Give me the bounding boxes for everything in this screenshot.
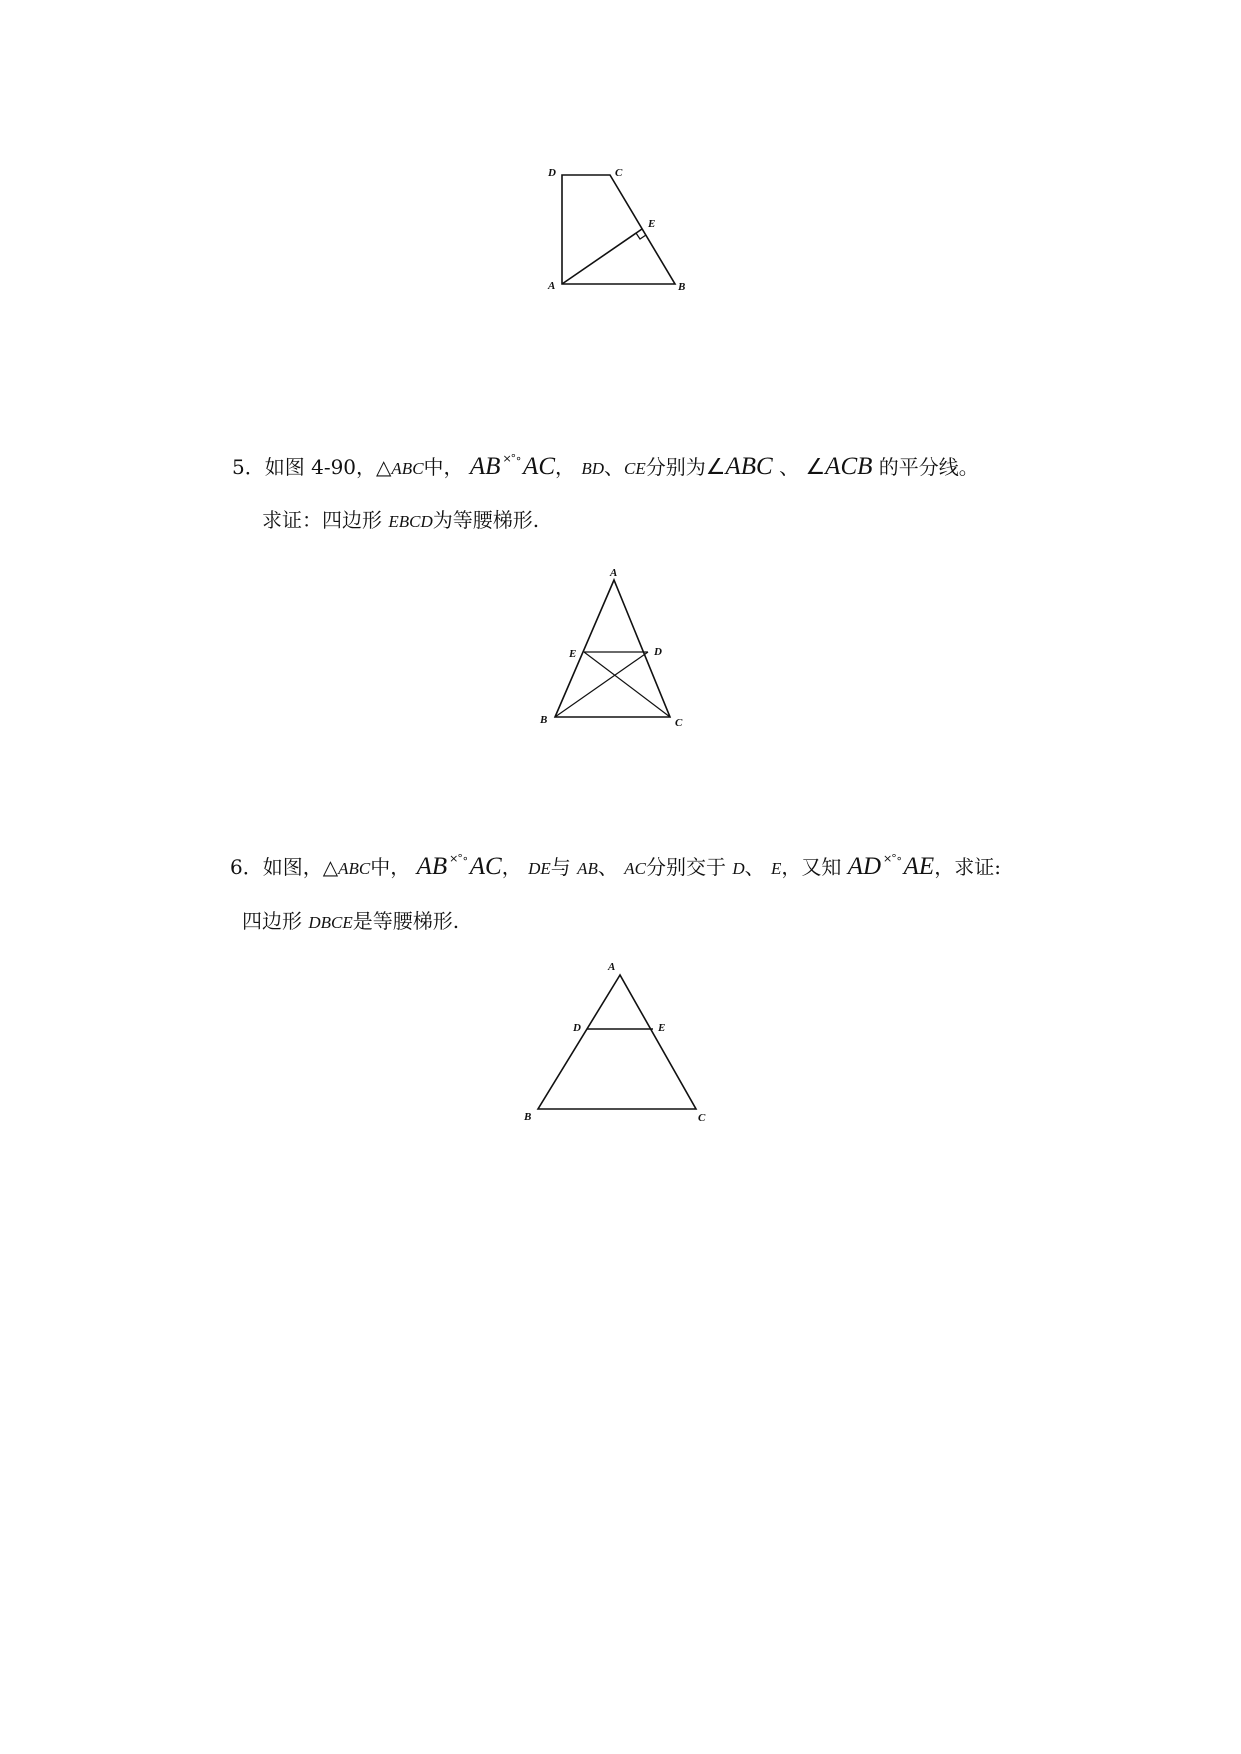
label-c: C — [615, 167, 623, 179]
problem5-line1: 5．如图 4-90，△ABC中， AB ×°∘AC， BD、CE分别为∠ABC 、 ∠ACB 的平分线。 — [232, 452, 979, 480]
angle-icon: ∠ — [805, 455, 826, 480]
garbled-equals-symbol: ×°∘ — [502, 452, 522, 465]
garbled-equals-symbol: ×°∘ — [449, 852, 468, 865]
figure-problem6 — [510, 955, 730, 1130]
label-d: D — [548, 167, 556, 179]
label-a: A — [610, 567, 618, 579]
garbled-equals-symbol: ×°∘ — [883, 852, 902, 865]
label-d: D — [654, 646, 662, 658]
angle-icon: ∠ — [705, 455, 726, 480]
problem6-line2: 四边形 DBCE是等腰梯形. — [242, 909, 460, 933]
label-c: C — [698, 1112, 706, 1124]
problem5-line2: 求证：四边形 EBCD为等腰梯形. — [262, 508, 540, 532]
label-e: E — [658, 1022, 666, 1034]
label-b: B — [524, 1111, 532, 1123]
label-c: C — [675, 717, 683, 729]
problem6-line1: 6．如图，△ABC中， AB ×°∘AC， DE与 AB、 AC分别交于 D、 E，又知 AD ×°∘AE，求证: — [230, 852, 1001, 880]
problem6-number: 6． — [230, 855, 263, 879]
label-e: E — [569, 648, 577, 660]
label-b: B — [678, 281, 686, 293]
triangle-abc — [538, 975, 696, 1109]
label-e: E — [648, 218, 656, 230]
label-d: D — [573, 1022, 581, 1034]
label-a: A — [548, 280, 556, 292]
label-a: A — [608, 961, 616, 973]
figure-problem5 — [530, 565, 710, 735]
label-b: B — [540, 714, 548, 726]
figure-trapezoid — [540, 150, 720, 300]
trapezoid-abcd — [562, 175, 675, 284]
segment-ae — [562, 229, 642, 284]
problem5-number: 5． — [232, 455, 265, 479]
